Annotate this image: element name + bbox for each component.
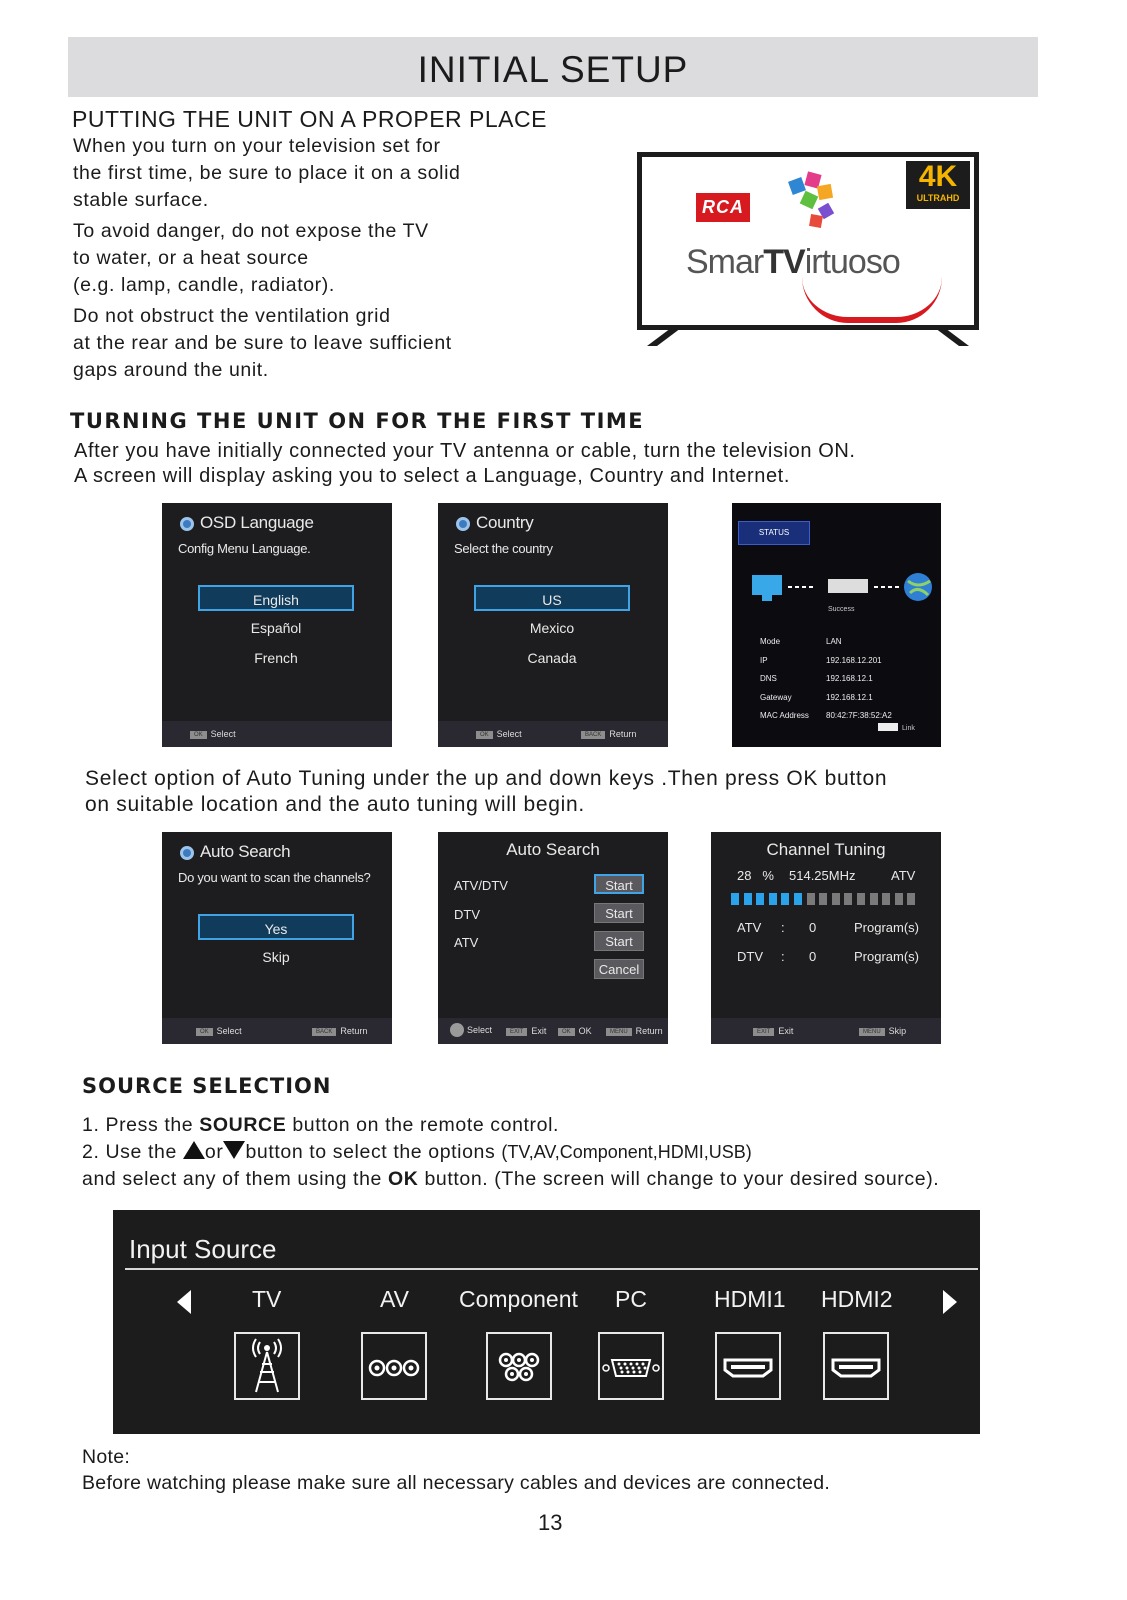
dtv-unit: Program(s) [854,949,920,964]
footer-label: Return [609,729,637,739]
placement-text [73,133,503,388]
text-line: Do not obstruct the ventilation grid [73,305,391,327]
source-label-hdmi1[interactable]: HDMI1 [714,1286,786,1312]
label-mac: MAC Address [760,711,809,720]
progress-segment [819,893,827,905]
name-suffix: irtuoso [804,243,900,281]
label-dns: DNS [760,674,777,683]
row-label-atv-dtv: ATV/DTV [454,878,508,893]
source-tile-component[interactable] [486,1332,552,1400]
label-gateway: Gateway [760,692,792,702]
menu-key: MENU [606,1028,632,1036]
start-atv-dtv-button[interactable]: Start [594,874,644,894]
tv-illustration [637,152,979,330]
step-text: or [204,1141,224,1163]
progress-segment [756,893,764,905]
name-bold: TV [763,243,805,281]
ok-key: OK [196,1028,213,1036]
label-mode: Mode [760,637,781,646]
option-french[interactable]: French [254,650,298,666]
footer-select [450,1023,492,1037]
screen-title [180,513,314,533]
percent-sign: % [762,868,774,883]
text-line: A screen will display asking you to select a Language, Country and Internet. [74,465,790,487]
divider [125,1268,978,1270]
hdmi-port-icon [825,1334,887,1398]
page-title-bar [68,37,1038,97]
step-text: button to select the options [245,1141,502,1163]
progress-bar [731,892,921,904]
tv-stand-icon [637,328,979,348]
option-espanol[interactable]: Español [250,620,302,636]
progress-segment [870,893,878,905]
down-arrow-icon [223,1141,245,1159]
frequency: 514.25MHz [789,868,856,883]
name-prefix: Smar [686,243,764,281]
footer-label: Return [635,1026,663,1036]
source-tile-hdmi2[interactable] [823,1332,889,1400]
text-line: To avoid danger, do not expose the TV [73,220,429,242]
note [82,1444,830,1496]
input-source-title: Input Source [129,1234,277,1264]
exit-key: EXIT [753,1028,774,1036]
option-mexico[interactable]: Mexico [529,620,575,636]
source-tile-tv[interactable] [234,1332,300,1400]
tuning-mode: ATV [891,868,916,883]
value-dns: 192.168.12.1 [826,674,873,683]
footer-label: Exit [531,1026,547,1036]
progress-segment [882,893,890,905]
ok-key: OK [476,731,493,739]
vga-port-icon [600,1334,662,1398]
progress-segment [907,893,915,905]
swirl-decoration [802,277,942,323]
footer-select [190,729,236,739]
source-label-component[interactable]: Component [459,1286,578,1312]
status-tab[interactable]: STATUS [738,521,810,545]
section-heading-source: SOURCE SELECTION [82,1074,332,1098]
footer-return [581,729,636,739]
atv-count: 0 [809,920,817,935]
footer-exit [506,1026,546,1036]
option-canada[interactable]: Canada [527,650,577,666]
screen-title: Channel Tuning [766,840,886,859]
progress-segment [895,893,903,905]
link-indicator [878,723,915,732]
source-tile-av[interactable] [361,1332,427,1400]
step-text: button on the remote control. [286,1114,560,1136]
exit-key: EXIT [506,1028,527,1036]
source-label-tv[interactable]: TV [252,1286,282,1312]
up-arrow-icon [183,1141,205,1159]
atv-sep: : [781,920,785,935]
status-success: Success [828,606,855,613]
left-arrow-icon[interactable] [177,1290,191,1314]
page-number: 13 [538,1510,563,1535]
brand-logo: RCA [696,193,750,222]
network-values [826,633,892,726]
tuning-text [85,766,887,818]
cancel-button[interactable]: Cancel [594,959,644,979]
footer-label: Select [467,1025,493,1035]
source-tile-pc[interactable] [598,1332,664,1400]
start-dtv-button[interactable]: Start [594,903,644,923]
progress-segment [731,893,739,905]
footer-label: Skip [888,1026,907,1036]
cubes-logo-icon [782,169,852,254]
footer-label: Select [210,729,236,739]
footer-skip [859,1026,906,1036]
screen-title: Auto Search [506,840,600,859]
page-title: INITIAL SETUP [417,49,689,90]
footer-ok [558,1026,592,1036]
screen-subtitle: Config Menu Language. [178,541,311,556]
country-screen [438,503,668,747]
screen-footer [711,1018,941,1044]
percent-value: 28 [737,868,752,883]
text-line: When you turn on your television set for [73,135,441,157]
text-line: stable surface. [73,189,209,211]
option-yes[interactable]: Yes [198,914,354,940]
progress-segment [832,893,840,905]
progress-segment [781,893,789,905]
hdmi-port-icon [717,1334,779,1398]
component-jacks-icon [488,1334,550,1398]
footer-return [312,1026,367,1036]
step-text: and select any of them using the [82,1168,388,1190]
gear-icon [180,517,194,531]
screen-title [180,842,290,862]
screen-footer [162,1018,392,1044]
dtv-count: 0 [809,949,817,964]
screen-subtitle: Select the country [454,541,553,556]
source-label-av[interactable]: AV [380,1286,409,1312]
atv-unit: Program(s) [854,920,920,935]
step-2 [82,1139,939,1166]
screen-title [456,513,533,533]
text-line: at the rear and be sure to leave sufficient [73,332,452,354]
text-line: (e.g. lamp, candle, radiator). [73,274,335,296]
source-label-hdmi2[interactable]: HDMI2 [821,1286,893,1312]
footer-select [476,729,522,739]
atv-label: ATV [737,920,762,935]
footer-label: OK [578,1026,592,1036]
ok-keyword: OK [387,1168,419,1190]
text-line: to water, or a heat source [73,247,309,269]
section-heading-placement: PUTTING THE UNIT ON A PROPER PLACE [72,106,547,132]
row-label-dtv: DTV [454,907,480,922]
progress-segment [744,893,752,905]
step-text: 2. Use the [82,1141,183,1163]
source-keyword: SOURCE [199,1114,287,1136]
value-mode: LAN [826,637,842,646]
step-1 [82,1112,939,1139]
start-atv-button[interactable]: Start [594,931,644,951]
text-line: the first time, be sure to place it on a solid [73,162,461,184]
first-time-text [74,439,856,489]
step-text: 1. Press the [82,1114,200,1136]
option-us[interactable]: US [474,585,630,611]
footer-select [196,1026,242,1036]
gear-icon [456,517,470,531]
section-heading-first-time: TURNING THE UNIT ON FOR THE FIRST TIME [70,409,645,433]
ok-key: OK [558,1028,575,1036]
network-status-screen [732,503,941,747]
screen-footer [162,721,392,747]
screen-title-text: Country [476,513,534,532]
back-key: BACK [312,1028,336,1036]
option-english[interactable]: English [198,585,354,611]
value-mac: 80:42:7F:38:52:A2 [826,711,892,720]
progress-segment [844,893,852,905]
4k-badge [906,161,970,209]
dpad-icon [450,1023,464,1037]
footer-label: Return [340,1026,368,1036]
value-gateway: 192.168.12.1 [826,692,873,702]
osd-language-screen [162,503,392,747]
screen-title-text: Auto Search [200,842,291,861]
screen-subtitle: Do you want to scan the channels? [178,870,371,885]
footer-label: Select [216,1026,242,1036]
av-jacks-icon [363,1334,425,1398]
footer-label: Select [496,729,522,739]
ok-key: OK [190,731,207,739]
badge-4k: 4K [918,160,958,193]
source-label-pc[interactable]: PC [615,1286,647,1312]
source-steps [82,1112,939,1193]
antenna-icon [236,1334,298,1398]
dtv-sep: : [781,949,785,964]
screen-footer [438,721,668,747]
footer-exit [753,1026,793,1036]
row-label-atv: ATV [454,935,479,950]
footer-return [606,1026,663,1036]
screen-footer [438,1018,668,1044]
back-key: BACK [581,731,605,739]
auto-search-prompt-screen [162,832,392,1044]
text-line: gaps around the unit. [73,359,269,381]
progress-percent [737,868,774,883]
gear-icon [180,846,194,860]
progress-segment [807,893,815,905]
link-key-icon [878,723,898,731]
screen-title-text: OSD Language [200,513,314,532]
progress-segment [769,893,777,905]
footer-label: Exit [778,1026,794,1036]
step-3 [82,1166,939,1193]
right-arrow-icon[interactable] [943,1290,957,1314]
step-text: button. (The screen will change to your desired source). [418,1168,940,1190]
value-ip: 192.168.12.201 [826,655,882,665]
progress-segment [794,893,802,905]
step-options: (TV,AV,Component,HDMI,USB) [501,1142,752,1162]
source-tile-hdmi1[interactable] [715,1332,781,1400]
progress-segment [857,893,865,905]
text-line: Select option of Auto Tuning under the up and down keys .Then press OK button [85,767,888,790]
network-diagram-icon [748,569,938,609]
link-label: Link [902,725,915,732]
option-skip[interactable]: Skip [262,949,290,965]
input-source-panel [113,1210,980,1434]
text-line: on suitable location and the auto tuning will begin. [85,793,585,816]
dtv-label: DTV [737,949,763,964]
label-ip: IP [760,655,768,665]
note-label: Note: [82,1446,131,1468]
text-line: After you have initially connected your TV antenna or cable, turn the television ON. [74,440,856,462]
auto-search-options-screen [438,832,668,1044]
channel-tuning-screen [711,832,941,1044]
menu-key: MENU [859,1028,885,1036]
note-text: Before watching please make sure all necessary cables and devices are connected. [82,1472,831,1494]
badge-ultrahd: ULTRAHD [916,193,960,203]
network-labels [760,633,809,726]
